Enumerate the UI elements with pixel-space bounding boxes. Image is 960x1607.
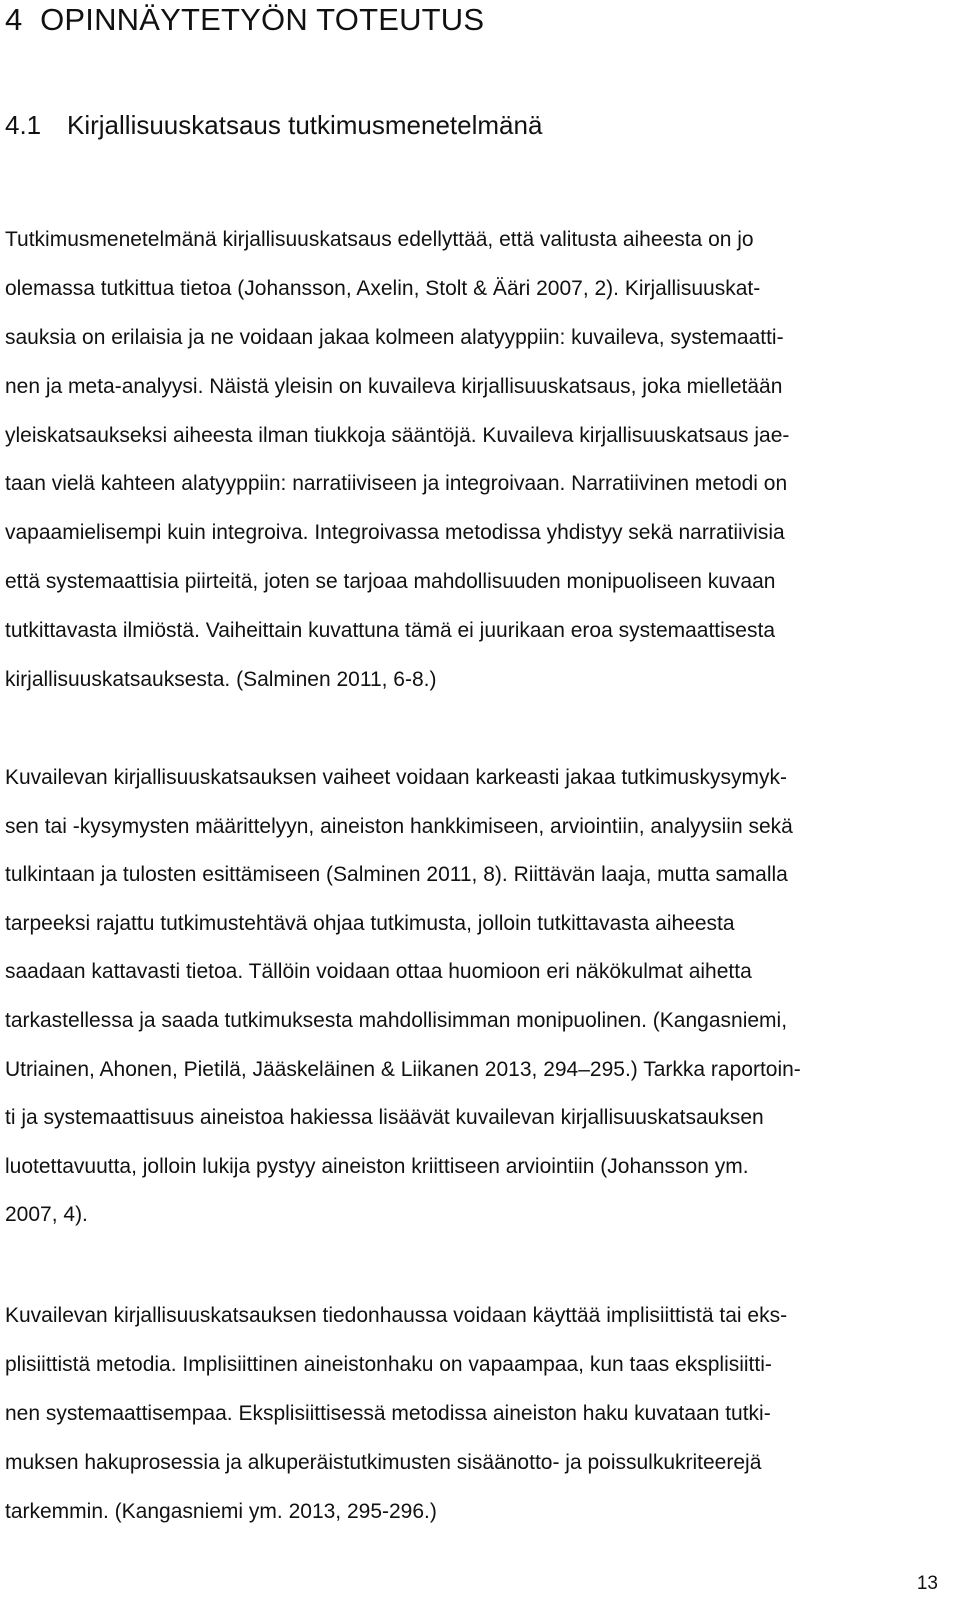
text-line: tarpeeksi rajattu tutkimustehtävä ohjaa tutkimusta, jolloin tutkittavasta aiheesta [5,911,735,935]
text-line: 2007, 4). [5,1203,88,1227]
paragraph-1 [5,216,955,705]
text-line: tarkastellessa ja saada tutkimuksesta mahdollisimman monipuolinen. (Kangasniemi, [5,1008,788,1032]
text-line: vapaamielisempi kuin integroiva. Integroivassa metodissa yhdistyy sekä narratiivisia [5,521,785,545]
text-line: Kuvailevan kirjallisuuskatsauksen tiedonhaussa voidaan käyttää implisiittistä tai eks- [5,1304,788,1327]
text-line: plisiittistä metodia. Implisiittinen aineistonhaku on vapaampaa, kun taas eksplisiitti- [5,1352,772,1376]
text-line: Kuvailevan kirjallisuuskatsauksen vaiheet voidaan karkeasti jakaa tutkimuskysymyk- [5,766,788,789]
text-line: tarkemmin. (Kangasniemi ym. 2013, 295-296.) [5,1499,437,1523]
section-heading [5,110,542,141]
text-line: muksen hakuprosessia ja alkuperäistutkimusten sisäänotto- ja poissulkukriteerejä [5,1450,762,1474]
text-line: luotettavuutta, jolloin lukija pystyy aineiston kriittiseen arviointiin (Johansson ym. [5,1154,749,1178]
paragraph-2 [5,754,955,1240]
text-line: tutkittavasta ilmiöstä. Vaiheittain kuvattuna tämä ei juurikaan eroa systemaattisesta [5,619,775,643]
section-title-text: Kirjallisuuskatsaus tutkimusmenetelmänä [67,110,543,140]
section-number: 4.1 [5,110,42,140]
text-line: tulkintaan ja tulosten esittämiseen (Salminen 2011, 8). Riittävän laaja, mutta samalla [5,863,788,887]
text-line: Tutkimusmenetelmänä kirjallisuuskatsaus edellyttää, että valitusta aiheesta on jo [5,228,754,251]
chapter-heading: 4 OPINNÄYTETYÖN TOTEUTUS [5,2,485,37]
page-number: 13 [916,1573,938,1594]
text-line: yleiskatsaukseksi aiheesta ilman tiukkoja sääntöjä. Kuvaileva kirjallisuuskatsaus jae- [5,423,790,447]
text-line: sen tai -kysymysten määrittelyyn, aineiston hankkimiseen, arviointiin, analyysiin sekä [5,814,793,838]
text-line: nen ja meta-analyysi. Näistä yleisin on kuvaileva kirjallisuuskatsaus, joka mielletään [5,374,783,398]
text-line: saadaan kattavasti tietoa. Tällöin voidaan ottaa huomioon eri näkökulmat aihetta [5,960,752,984]
text-line: sauksia on erilaisia ja ne voidaan jakaa kolmeen alatyyppiin: kuvaileva, systemaatti- [5,325,784,349]
text-line: kirjallisuuskatsauksesta. (Salminen 2011, 6-8.) [5,668,437,692]
paragraph-3 [5,1292,955,1536]
text-line: Utriainen, Ahonen, Pietilä, Jääskeläinen & Liikanen 2013, 294–295.) Tarkka raportoin- [5,1057,801,1081]
text-line: nen systemaattisempaa. Eksplisiittisessä metodissa aineiston haku kuvataan tutki- [5,1401,771,1425]
text-line: ti ja systemaattisuus aineistoa hakiessa lisäävät kuvailevan kirjallisuuskatsauksen [5,1106,764,1130]
text-line: olemassa tutkittua tietoa (Johansson, Axelin, Stolt & Ääri 2007, 2). Kirjallisuuskat- [5,276,761,300]
text-line: taan vielä kahteen alatyyppiin: narratiiviseen ja integroivaan. Narratiivinen metodi on [5,472,788,496]
text-line: että systemaattisia piirteitä, joten se tarjoaa mahdollisuuden monipuoliseen kuvaan [5,570,776,594]
